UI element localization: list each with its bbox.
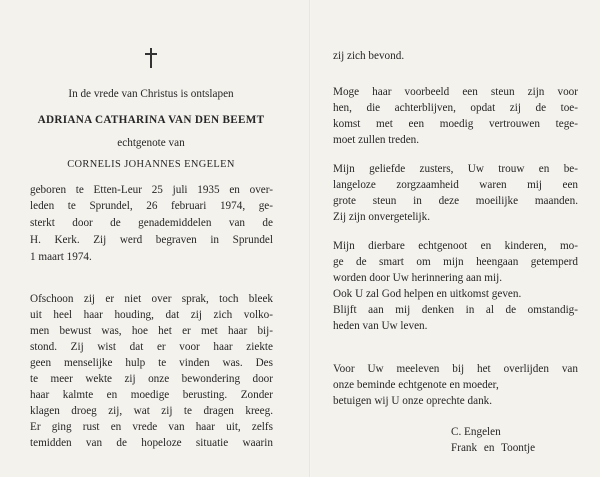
reflection-line: uit heel haar houding, dat zij zich volko- [30,309,273,321]
sisters-line: grote steun in deze moeilijke maanden. [333,195,578,207]
reflection-line: stond. Zij wist dat er voor haar ziekte [30,341,273,353]
example-line: komst met een moedig vertrouwen tege- [333,118,578,130]
thanks-line: betuigen wij U onze oprechte dank. [333,395,493,407]
example-line: hen, die achterblijven, opdat zij de toe- [333,102,578,114]
reflection-line: temidden van de hopeloze situatie waarin [30,437,273,449]
family-line: Blijft aan mij denken in al de omstandig- [333,304,578,316]
biography-line: sterkt door de genademiddelen van de [30,217,273,229]
sisters-line: Mijn geliefde zusters, Uw trouw en be- [333,163,578,175]
reflection-line: te meer wekte zij onze bewondering door [30,373,273,385]
biography-line: H. Kerk. Zij werd begraven in Sprundel [30,234,273,246]
signature-line: Frank en Toontje [451,442,536,454]
biography-line: leden te Sprundel, 26 februari 1974, ge- [30,200,273,212]
reflection-line: klagen droeg zij, wat zij te dragen kreeg. [30,405,273,417]
family-line: Mijn dierbare echtgenoot en kinderen, mo- [333,240,578,252]
thanks-line: onze beminde echtgenote en moeder, [333,379,499,391]
spouse-name: CORNELIS JOHANNES ENGELEN [67,159,235,170]
family-line: Ook U zal God helpen en uitkomst geven. [333,288,522,300]
reflection-line: geen menselijke hulp te vinden was. Des [30,357,273,369]
intro-line: In de vrede van Christus is ontslapen [68,88,234,100]
reflection-line: haar kalmte en moedige berusting. Zonder [30,389,273,401]
biography-line: 1 maart 1974. [30,251,92,263]
sisters-line: Zij zijn onvergetelijk. [333,211,431,223]
family-line: heden van Uw leven. [333,320,428,332]
example-line: Moge haar voorbeeld een steun zijn voor [333,86,578,98]
example-line: moet zullen treden. [333,134,420,146]
center-fold [309,0,311,477]
biography-line: geboren te Etten-Leur 25 juli 1935 en over- [30,184,273,196]
continuation-line: zij zich bevond. [333,50,405,62]
thanks-line: Voor Uw meeleven bij het overlijden van [333,363,578,375]
sisters-line: langeloze zorgzaamheid waren mij een [333,179,578,191]
cross-icon [144,48,158,68]
deceased-name: ADRIANA CATHARINA VAN DEN BEEMT [37,114,265,126]
family-line: ge de smart om mijn heengaan getemperd [333,256,578,268]
family-line: worden door Uw herinnering aan mij. [333,272,503,284]
reflection-line: Er ging rust en vrede van haar uit, zelfs [30,421,273,433]
reflection-line: Ofschoon zij er niet over sprak, toch bleek [30,293,273,305]
relation-line: echtgenote van [117,137,185,149]
signature-line: C. Engelen [451,426,501,438]
reflection-line: men bewust was, hoe het er met haar bij- [30,325,273,337]
